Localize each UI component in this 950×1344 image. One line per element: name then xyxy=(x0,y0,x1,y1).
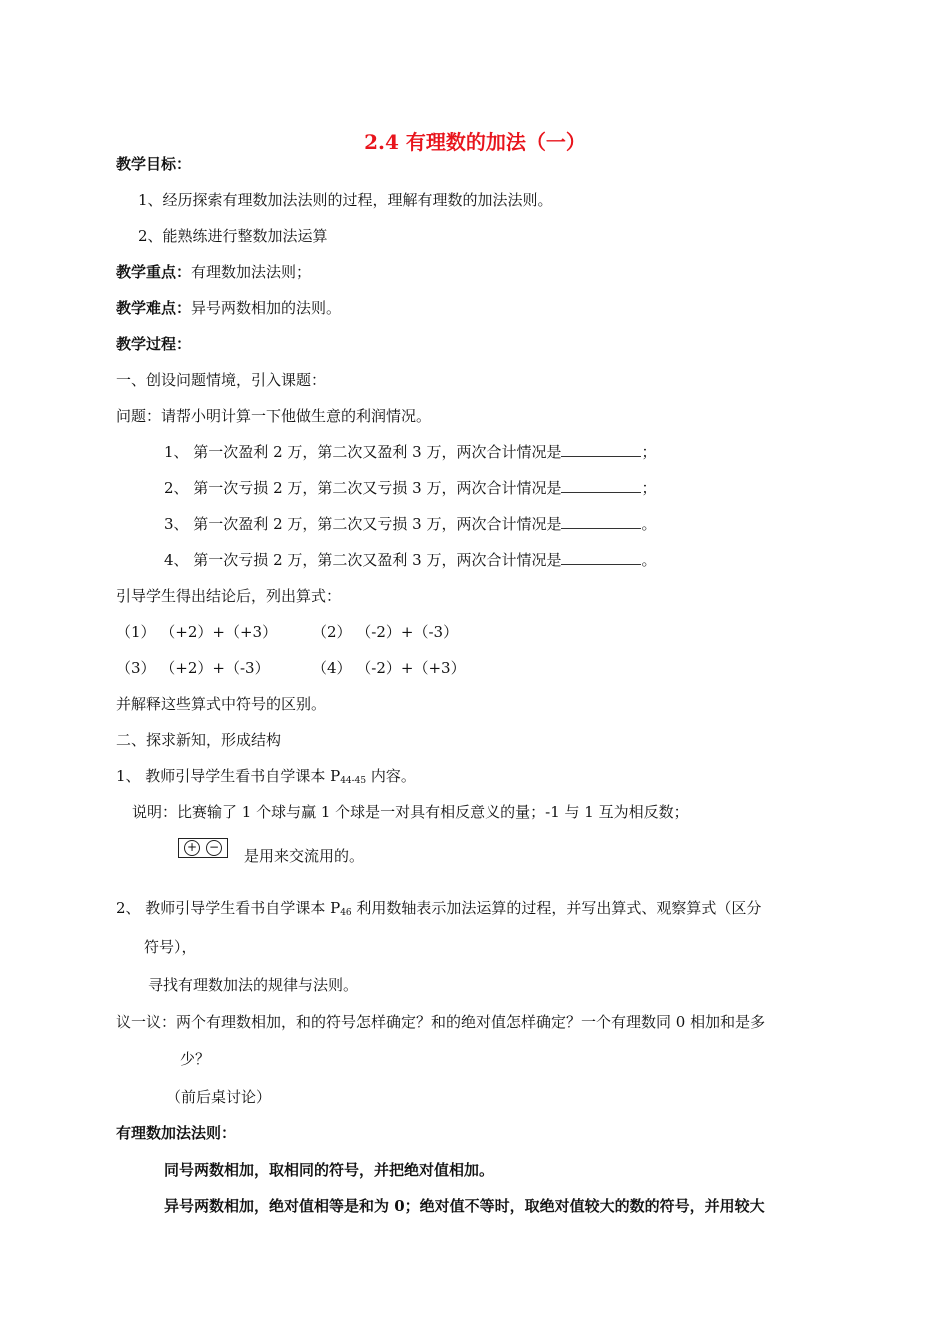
process-heading: 教学过程： xyxy=(116,335,192,353)
discuss-text: 议一议：两个有理数相加，和的符号怎样确定？和的绝对值怎样确定？一个有理数同 0 相加和是多 xyxy=(116,1013,766,1031)
guide-text: 引导学生得出结论后，列出算式： xyxy=(116,587,342,605)
objective-item: 1、经历探索有理数加法法则的过程，理解有理数的加法法则。 xyxy=(138,191,553,209)
note-text: 说明：比赛输了 1 个球与赢 1 个球是一对具有相反意义的量；-1 与 1 互为相反数； xyxy=(132,803,689,821)
step2-find: 寻找有理数加法的规律与法则。 xyxy=(148,976,359,994)
page-title: 2.4 有理数的加法（一） xyxy=(364,130,586,154)
formula: （2） （-2）+（-3） xyxy=(312,623,459,641)
step1-text: 1、 教师引导学生看书自学课本 $P_{44-45}$ 内容。 xyxy=(116,767,416,786)
case-item: 4、 第一次亏损 2 万，第二次又盈利 3 万，两次合计情况是 。 xyxy=(164,551,657,569)
section2-heading: 二、探求新知，形成结构 xyxy=(116,731,282,749)
difficulty xyxy=(116,298,341,318)
difficulty-label: 教学难点： xyxy=(116,299,192,317)
explain-text: 并解释这些算式中符号的区别。 xyxy=(116,695,327,713)
formula: （3） （+2）+（-3） xyxy=(116,659,270,677)
answer-blank xyxy=(561,516,641,529)
rule-same-sign: 同号两数相加，取相同的符号，并把绝对值相加。 xyxy=(164,1161,495,1179)
case-item: 2、 第一次亏损 2 万，第二次又亏损 3 万，两次合计情况是 ； xyxy=(164,479,657,497)
difficulty-text: 异号两数相加的法则。 xyxy=(191,299,342,317)
case-item: 1、 第一次盈利 2 万，第二次又盈利 3 万，两次合计情况是 ； xyxy=(164,443,657,461)
answer-blank xyxy=(561,480,641,493)
discuss-note: （前后桌讨论） xyxy=(166,1088,272,1106)
section1-heading: 一、创设问题情境，引入课题： xyxy=(116,371,327,389)
answer-blank xyxy=(561,552,641,565)
minus-icon: − xyxy=(206,840,222,856)
plus-icon: + xyxy=(184,840,200,856)
case-item: 3、 第一次盈利 2 万，第二次又亏损 3 万，两次合计情况是 。 xyxy=(164,515,657,533)
plus-minus-chips xyxy=(178,838,228,858)
formula: （4） （-2）+（+3） xyxy=(312,659,466,677)
formula: （1） （+2）+（+3） xyxy=(116,623,278,641)
question-text: 问题：请帮小明计算一下他做生意的利润情况。 xyxy=(116,407,432,425)
answer-blank xyxy=(561,444,641,457)
discuss-cont: 少？ xyxy=(180,1050,211,1068)
step2-text: 2、 教师引导学生看书自学课本 $P_{46}$ 利用数轴表示加法运算的过程，并写出算式、观察算式（区分 xyxy=(116,899,762,918)
objective-item: 2、能熟练进行整数加法运算 xyxy=(138,227,328,245)
key-point xyxy=(116,262,311,282)
rules-heading: 有理数加法法则： xyxy=(116,1124,237,1142)
objectives-heading: 教学目标： xyxy=(116,155,192,173)
key-point-text: 有理数加法法则； xyxy=(191,263,312,281)
step2-cont: 符号）， xyxy=(144,938,197,956)
rule-different-sign: 异号两数相加，绝对值相等是和为 0；绝对值不等时，取绝对值较大的数的符号，并用较大 xyxy=(164,1197,765,1215)
key-point-label: 教学重点： xyxy=(116,263,192,281)
chips-note: 是用来交流用的。 xyxy=(244,847,365,865)
